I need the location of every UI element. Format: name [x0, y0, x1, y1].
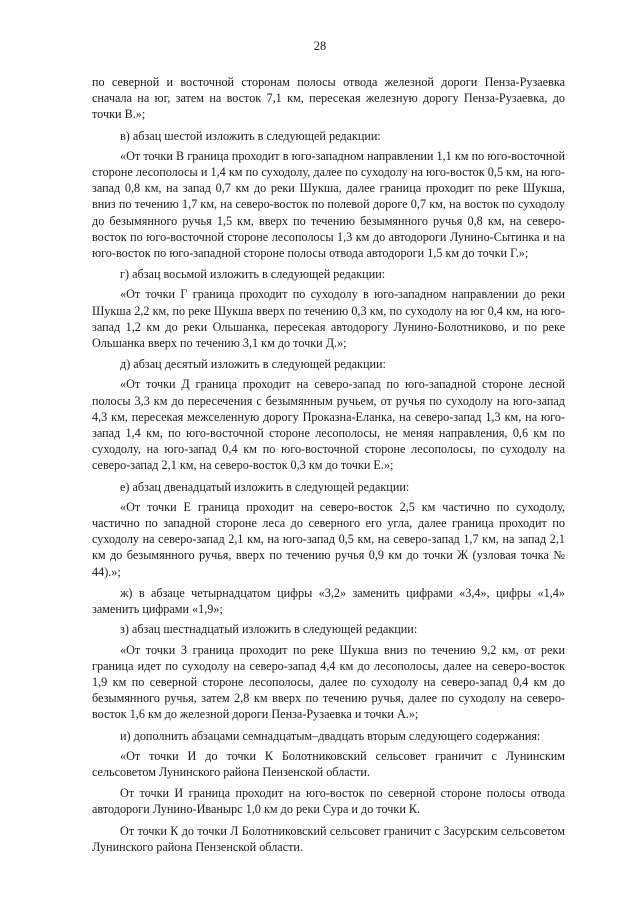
amendment-instruction: е) абзац двенадцатый изложить в следующей редакции:	[120, 479, 410, 494]
document-body	[92, 74, 565, 860]
amendment-instruction: и) дополнить абзацами семнадцатым–двадцать вторым следующего содержания:	[120, 728, 541, 743]
paragraph: «От точки З граница проходит по реке Шукша вниз по течению 9,2 км, от реки граница идет по суходолу на северо-запад 4,4 км до лесополосы, далее на северо-восток 1,9 км по северной стороне лесополосы, далее по суходолу на северо-запад 0,4 км до безымянного ручья, затем 2,8 км вверх по течению ручья, далее по суходолу на северо-восток 1,6 км до железной дороги Пенза-Рузаевка и точки А.»;	[92, 642, 565, 722]
paragraph: От точки И граница проходит на юго-восток по северной стороне полосы отвода автодороги Лунино-Иванырс 1,0 км до реки Сура и до точки К.	[92, 786, 565, 817]
paragraph: «От точки Г граница проходит по суходолу в юго-западном направлении до реки Шукша 2,2 км, по реке Шукша вверх по течению 0,3 км, по суходолу на юг 0,4 км, на юго-запад 1,2 км до реки Ольшанка, пересекая автодорогу Лунино-Болотниково, и по реке Ольшанка вверх по течению 3,1 км до точки Д.»;	[92, 287, 565, 351]
paragraph: «От точки В граница проходит в юго-западном направлении 1,1 км по юго-восточной стороне лесополосы и 1,4 км по суходолу, далее по суходолу на юго-восток 0,5 км, на юго-запад 0,8 км, на запад 0,7 км до реки Шукша, далее граница проходит по реке Шукша, вниз по течению 1,7 км, на северо-восток по полевой дороге 0,7 км, на восток по суходолу до безымянного ручья 1,5 км, вверх по течению безымянного ручья 0,8 км, на северо-восток по юго-восточной стороне лесополосы 1,3 км до автодороги Лунино-Сытинка и на юго-восток по юго-западной стороне полосы отвода автодороги 1,5 км до точки Г.»;	[92, 148, 565, 261]
paragraph: От точки К до точки Л Болотниковский сельсовет граничит с Засурским сельсоветом Лунинского района Пензенской области.	[92, 823, 565, 854]
amendment-instruction: г) абзац восьмой изложить в следующей редакции:	[120, 267, 386, 282]
paragraph: «От точки И до точки К Болотниковский сельсовет граничит с Лунинским сельсоветом Лунинского района Пензенской области.	[92, 748, 565, 779]
amendment-instruction: ж) в абзаце четырнадцатом цифры «3,2» заменить цифрами «3,4», цифры «1,4» заменить цифрами «1,9»;	[92, 585, 565, 617]
amendment-instruction: з) абзац шестнадцатый изложить в следующей редакции:	[120, 622, 418, 637]
paragraph: «От точки Д граница проходит на северо-запад по юго-западной стороне лесной полосы 3,3 км до пересечения с безымянным ручьем, от ручья по суходолу на юго-запад 4,3 км, пересекая межселенную дорогу Проказна-Еланка, на северо-запад 1,3 км, на юго-запад 1,4 км, по юго-восточной стороне лесополосы, не меняя направления, 0,6 км по суходолу, на юго-запад 0,4 км по юго-восточной стороне лесополосы, по суходолу на северо-запад 2,1 км, на северо-восток 0,3 км до точки Е.»;	[92, 377, 565, 473]
paragraph: «От точки Е граница проходит на северо-восток 2,5 км частично по суходолу, частично по западной стороне леса до северного его угла, далее граница проходит по суходолу на северо-запад 2,1 км, на юго-запад 0,5 км, на северо-запад 1,7 км, на запад 2,1 км до безымянного ручья, вверх по течению ручья 0,9 км до точки Ж (узловая точка № 44).»;	[92, 499, 565, 579]
amendment-instruction: д) абзац десятый изложить в следующей редакции:	[120, 357, 386, 372]
paragraph: по северной и восточной сторонам полосы отвода железной дороги Пенза-Рузаевка сначала на юг, затем на восток 7,1 км, пересекая железную дорогу Пенза-Рузаевка, до точки В.»;	[92, 75, 565, 122]
amendment-instruction: в) абзац шестой изложить в следующей редакции:	[120, 128, 381, 143]
page-number: 28	[313, 39, 327, 53]
